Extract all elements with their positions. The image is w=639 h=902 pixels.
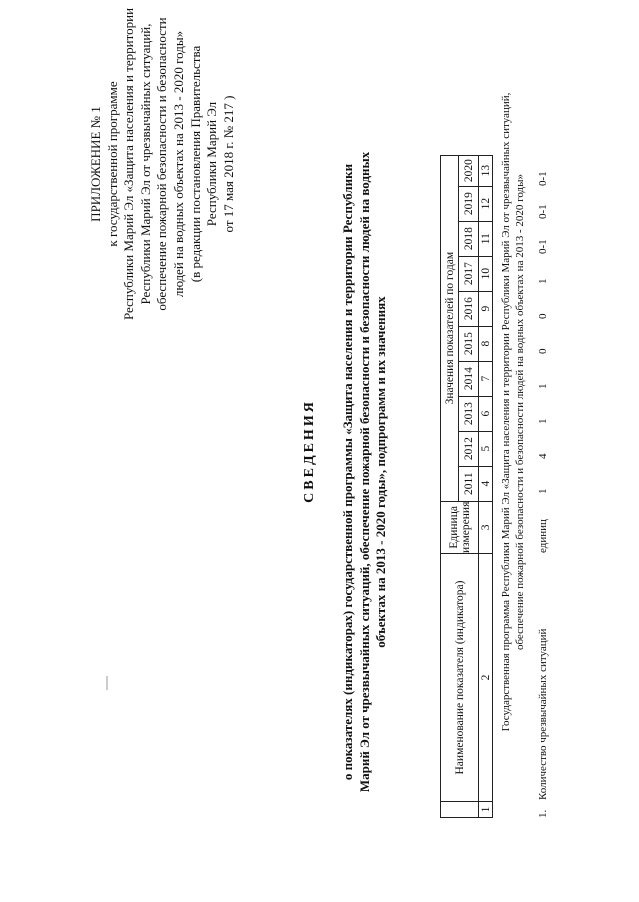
subtitle-line: объектах на 2013 - 2020 годы», подпрограмм и их значениях xyxy=(373,296,388,648)
year-header-cell: 2020 xyxy=(459,155,479,186)
appendix-line: (в редакции постановления Правительства xyxy=(187,45,203,283)
years-group-header: Значения показателей по годам xyxy=(441,155,459,501)
document-subtitle xyxy=(340,112,390,832)
number-header-cell xyxy=(441,802,479,818)
year-header-cell: 2017 xyxy=(459,256,479,291)
column-number-cell: 6 xyxy=(479,396,493,431)
column-number-cell: 11 xyxy=(479,221,493,256)
appendix-line: Республики Марий Эл от чрезвычайных ситуаций, xyxy=(137,23,153,305)
row-value: 0 xyxy=(537,348,549,354)
row-unit: единиц xyxy=(537,519,549,553)
appendix-line: Республики Марий Эл «Защита населения и территории xyxy=(121,7,137,321)
row-value: 1 xyxy=(537,278,549,284)
column-number-cell: 3 xyxy=(479,501,493,553)
row-value: 0-1 xyxy=(537,204,549,219)
column-number-cell: 7 xyxy=(479,361,493,396)
section-line: Государственная программа Республики Марий Эл «Защита населения и территории Республики Марий Эл от чрезвычайных ситуаций, xyxy=(500,92,512,732)
appendix-block xyxy=(88,4,237,324)
row-indicator-name: Количество чрезвычайных ситуаций xyxy=(537,628,549,800)
column-number-cell: 9 xyxy=(479,291,493,326)
year-header-cell: 2012 xyxy=(459,431,479,466)
column-number-cell: 1 xyxy=(479,802,493,818)
appendix-line: людей на водных объектах на 2013 - 2020 годы» xyxy=(170,30,186,298)
row-value: 1 xyxy=(537,383,549,389)
name-header-cell: Наименование показателя (индикатора) xyxy=(441,554,479,802)
column-number-cell: 8 xyxy=(479,326,493,361)
appendix-line: от 17 мая 2018 г. № 217 ) xyxy=(220,95,236,233)
program-section-heading xyxy=(500,22,527,802)
column-number-cell: 13 xyxy=(479,155,493,186)
year-header-cell: 2014 xyxy=(459,361,479,396)
year-header-cell: 2015 xyxy=(459,326,479,361)
appendix-line: к государственной программе xyxy=(104,81,120,247)
year-header-cell: 2016 xyxy=(459,291,479,326)
column-number-cell: 2 xyxy=(479,554,493,802)
row-value: 0-1 xyxy=(537,171,549,186)
subtitle-line: Марий Эл от чрезвычайных ситуаций, обеспечение пожарной безопасности и безопасности людей на водных xyxy=(356,151,372,793)
subtitle-line: о показателях (индикаторах) государственной программы «Защита населения и территории Республики xyxy=(340,163,355,781)
indicators-table xyxy=(440,155,493,818)
appendix-line: ПРИЛОЖЕНИЕ № 1 xyxy=(88,106,103,222)
appendix-line: обеспечение пожарной безопасности и безопасности xyxy=(154,17,170,311)
row-value: 4 xyxy=(537,453,549,459)
column-number-cell: 12 xyxy=(479,186,493,221)
row-value: 1 xyxy=(537,488,549,494)
row-value: 0 xyxy=(537,313,549,319)
column-number-cell: 4 xyxy=(479,466,493,501)
row-value: 1 xyxy=(537,418,549,424)
unit-header-cell: Единица измерения xyxy=(441,501,479,553)
row-number: 1. xyxy=(537,809,549,818)
document-title: СВЕДЕНИЯ xyxy=(302,399,317,503)
row-value: 0-1 xyxy=(537,239,549,254)
column-number-cell: 5 xyxy=(479,431,493,466)
section-line: обеспечение пожарной безопасности и безопасности людей на водных объектах на 2013 - 2020 годы» xyxy=(513,173,526,651)
year-header-cell: 2018 xyxy=(459,221,479,256)
year-header-cell: 2011 xyxy=(459,466,479,501)
appendix-line: Республики Марий Эл xyxy=(204,101,220,227)
column-number-cell: 10 xyxy=(479,256,493,291)
year-header-cell: 2019 xyxy=(459,186,479,221)
year-header-cell: 2013 xyxy=(459,396,479,431)
scan-speck xyxy=(104,676,110,690)
